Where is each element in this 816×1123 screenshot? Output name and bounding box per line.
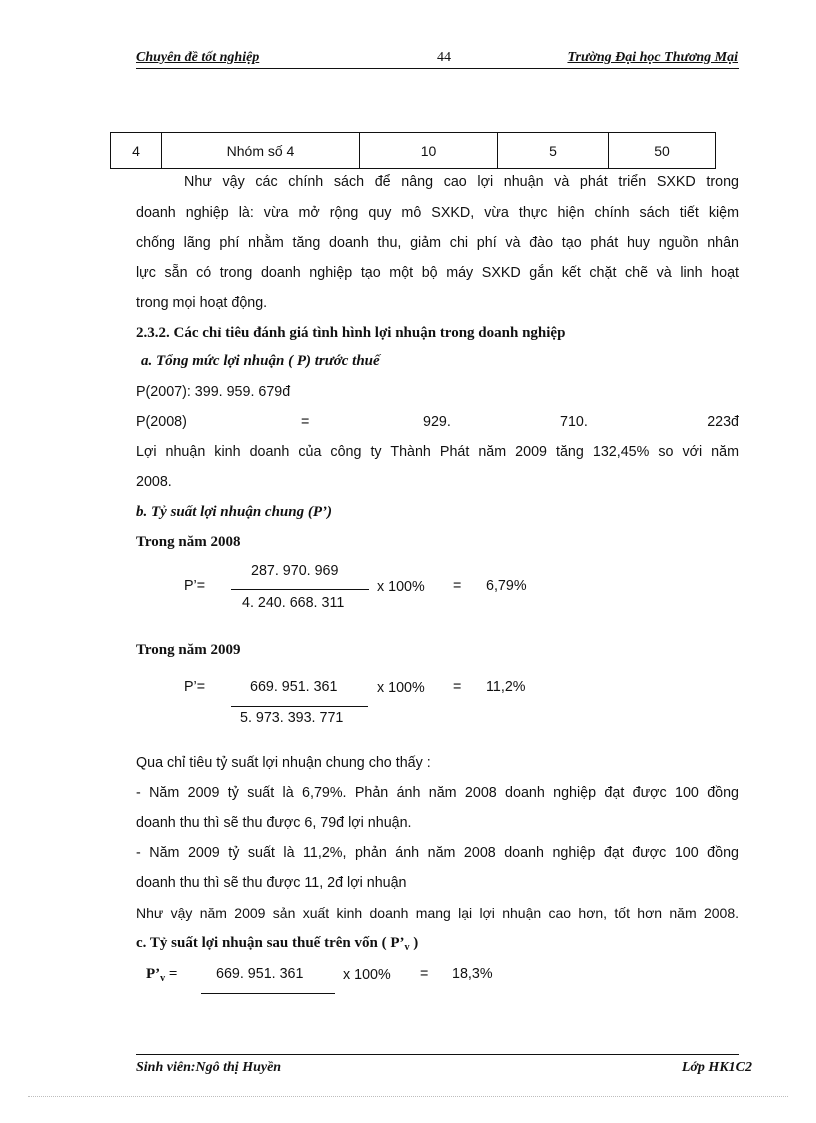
table-row	[111, 133, 716, 169]
subsection-b-heading: b. Tỷ suất lợi nhuận chung (P’)	[136, 504, 333, 520]
page-edge	[28, 1096, 788, 1097]
section-heading: 2.3.2. Các chỉ tiêu đánh giá tình hình lợi nhuận trong doanh nghiệp	[136, 325, 566, 341]
intro-line: chống lãng phí nhằm tăng doanh thu, giảm chi phí và đào tạo phát huy nguồn nhân	[136, 235, 739, 251]
table-cell-value-1: 10	[360, 133, 498, 169]
profit-note: Lợi nhuận kinh doanh của công ty Thành Phát năm 2009 tăng 132,45% so với năm	[136, 444, 739, 460]
formula-lhs-symbol: P’	[146, 966, 161, 982]
formula-equals: =	[420, 966, 429, 982]
commentary-line: doanh thu thì sẽ thu được 6, 79đ lợi nhuận.	[136, 815, 412, 831]
table-cell-group: Nhóm số 4	[162, 133, 360, 169]
table-cell-value-3: 50	[609, 133, 716, 169]
commentary-line: Như vậy năm 2009 sản xuất kinh doanh mang lại lợi nhuận cao hơn, tốt hơn năm 2008.	[136, 905, 739, 921]
subsection-c-heading-subscript: v	[404, 942, 410, 953]
commentary-line: doanh thu thì sẽ thu được 11, 2đ lợi nhuận	[136, 875, 407, 891]
formula-numerator: 669. 951. 361	[250, 679, 338, 695]
formula-lhs-subscript: v	[160, 973, 166, 984]
fraction-bar	[231, 589, 369, 590]
intro-line: lực sẵn có trong doanh nghiệp tạo một bộ máy SXKD gắn kết chặt chẽ và linh hoạt	[136, 265, 739, 281]
formula-lhs: P’=	[184, 679, 206, 695]
fraction-bar	[231, 706, 368, 707]
profit-2008-equals: =	[301, 414, 310, 430]
formula-equals: =	[453, 578, 462, 594]
profit-2008-part-3: 223đ	[707, 414, 739, 430]
subsection-c-heading-text: c. Tỷ suất lợi nhuận sau thuế trên vốn ( P’	[136, 935, 405, 951]
subsection-c-heading-close: )	[409, 935, 419, 951]
profit-2008-part-2: 710.	[560, 414, 588, 430]
page-number: 44	[437, 50, 451, 65]
profit-2007: P(2007): 399. 959. 679đ	[136, 384, 291, 400]
subsection-c-heading	[136, 934, 739, 957]
formula-multiplier: x 100%	[343, 967, 391, 983]
commentary-line: - Năm 2009 tỷ suất là 6,79%. Phản ánh năm 2008 doanh nghiệp đạt được 100 đồng	[136, 785, 739, 801]
intro-line: Như vậy các chính sách để nâng cao lợi nhuận và phát triển SXKD trong	[184, 174, 739, 190]
intro-line: doanh nghiệp là: vừa mở rộng quy mô SXKD, vừa thực hiện chính sách tiết kiệm	[136, 205, 739, 221]
footer-student: Sinh viên:Ngô thị Huyền	[136, 1060, 282, 1075]
formula-lhs-equals: =	[165, 966, 178, 982]
formula-lhs	[146, 966, 177, 984]
table-cell-value-2: 5	[498, 133, 609, 169]
formula-numerator: 287. 970. 969	[251, 563, 339, 579]
formula-multiplier: x 100%	[377, 579, 425, 595]
formula-result: 18,3%	[452, 966, 493, 982]
profit-note: 2008.	[136, 474, 172, 490]
footer-rule	[136, 1054, 739, 1055]
year-2008-label: Trong năm 2008	[136, 534, 241, 550]
header-right-title: Trường Đại học Thương Mại	[567, 50, 738, 65]
formula-equals: =	[453, 679, 462, 695]
footer-class: Lớp HK1C2	[681, 1060, 752, 1075]
formula-lhs: P’=	[184, 578, 206, 594]
formula-denominator: 4. 240. 668. 311	[242, 595, 345, 611]
formula-result: 6,79%	[486, 578, 527, 594]
fraction-bar	[201, 993, 335, 994]
header-left-title: Chuyên đề tốt nghiệp	[136, 50, 260, 65]
profit-2008-label: P(2008)	[136, 414, 187, 430]
formula-result: 11,2%	[486, 679, 526, 695]
table-cell-index: 4	[111, 133, 162, 169]
header-rule	[136, 68, 739, 69]
formula-numerator: 669. 951. 361	[216, 966, 304, 982]
commentary-line: - Năm 2009 tỷ suất là 11,2%, phản ánh năm 2008 doanh nghiệp đạt được 100 đồng	[136, 845, 739, 861]
commentary-line: Qua chỉ tiêu tỷ suất lợi nhuận chung cho thấy :	[136, 755, 431, 771]
formula-denominator: 5. 973. 393. 771	[240, 710, 344, 726]
profit-2008-part-1: 929.	[423, 414, 451, 430]
year-2009-label: Trong năm 2009	[136, 642, 241, 658]
group-table	[110, 132, 716, 169]
formula-multiplier: x 100%	[377, 680, 425, 696]
intro-line: trong mọi hoạt động.	[136, 295, 268, 311]
subsection-a-heading: a. Tổng mức lợi nhuận ( P) trước thuế	[141, 353, 380, 369]
